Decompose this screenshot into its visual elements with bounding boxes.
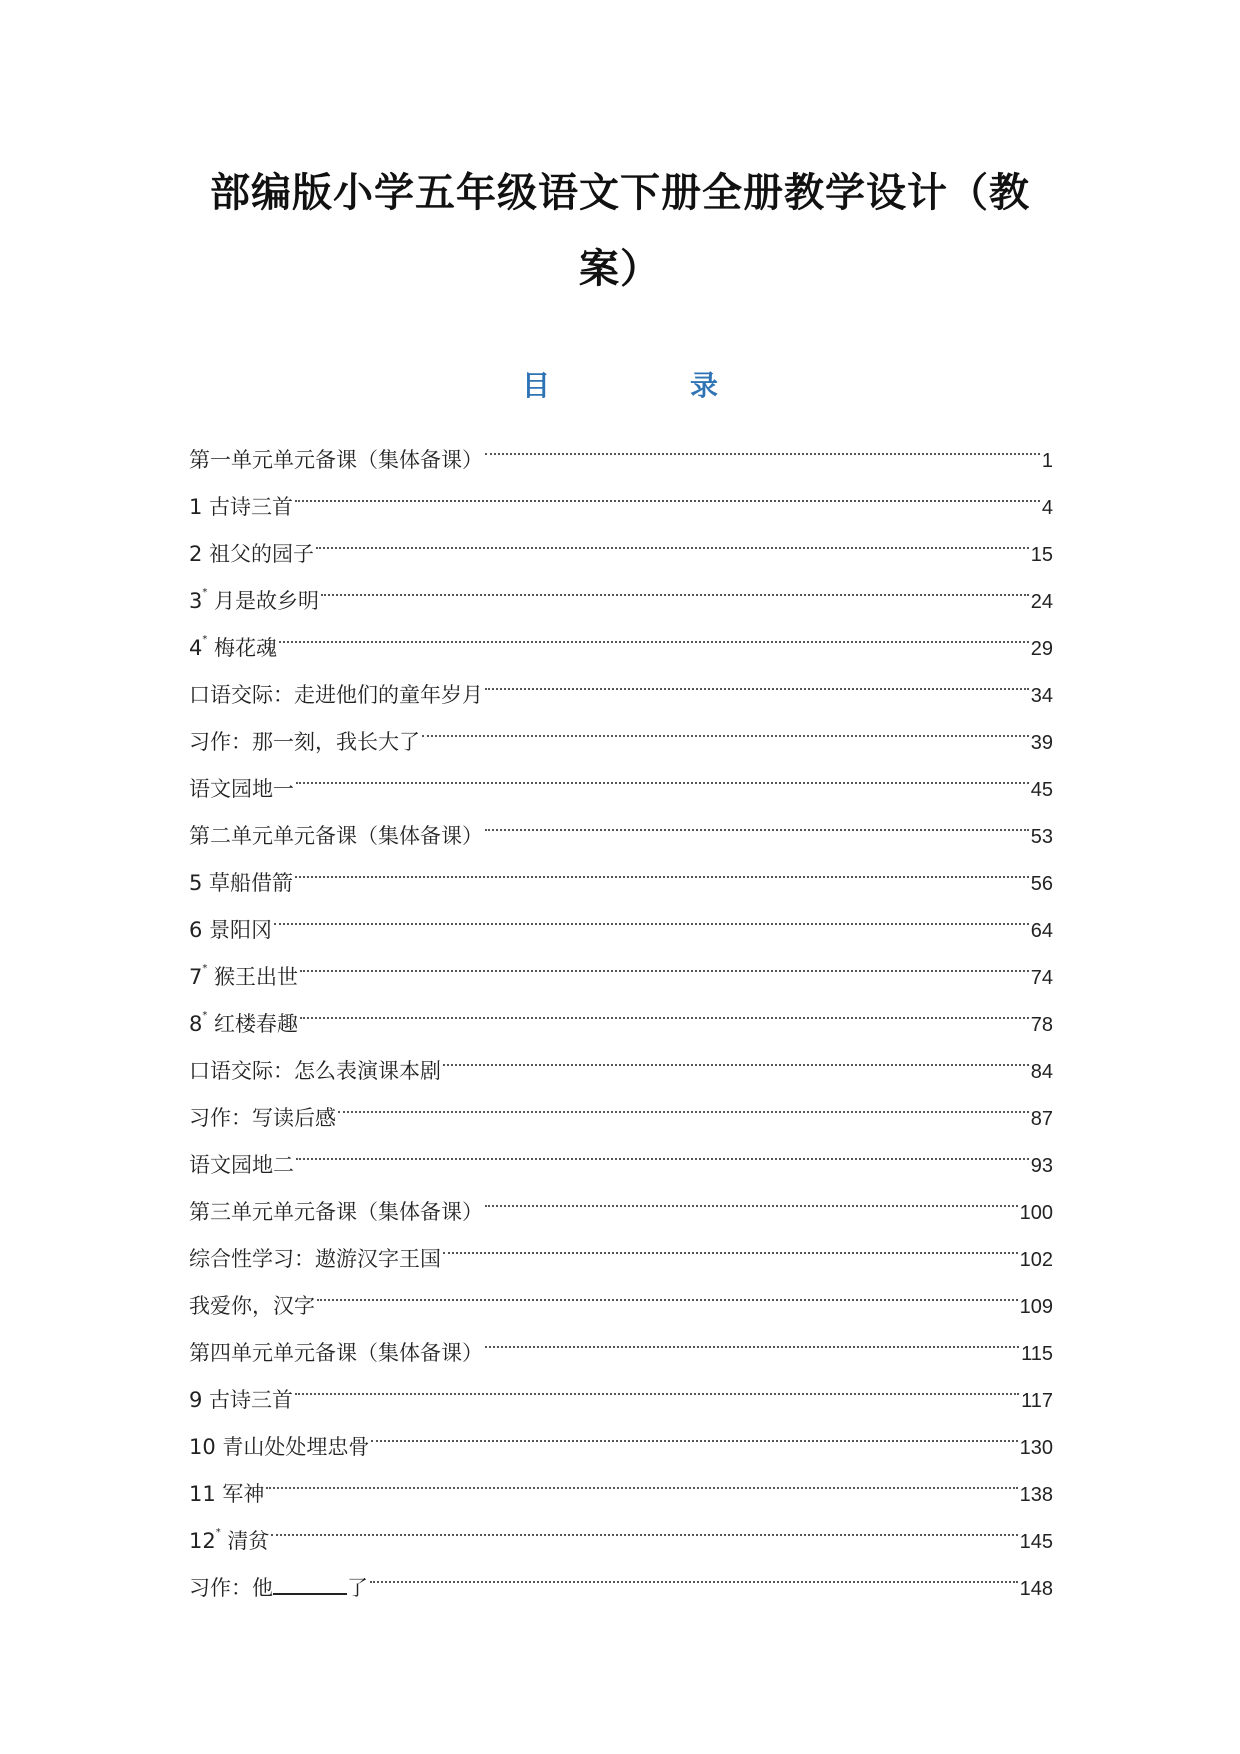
- dot-leader: [271, 1501, 1017, 1548]
- toc-entry-label: [189, 1377, 293, 1424]
- dot-leader: [295, 843, 1029, 890]
- toc-entry-title: 3: [189, 589, 203, 613]
- toc-entry-page-number: 29: [1030, 638, 1053, 660]
- toc-entry-title-rest: 清贫: [220, 1529, 270, 1553]
- dot-leader: [422, 702, 1029, 749]
- toc-entry-page-number: 15: [1030, 544, 1053, 566]
- optional-lesson-marker: *: [215, 1527, 221, 1538]
- optional-lesson-marker: *: [202, 587, 208, 598]
- dot-leader: [338, 1078, 1029, 1125]
- toc-entry-page-number: 138: [1019, 1484, 1053, 1506]
- toc-entry-label: [189, 954, 298, 1001]
- toc-entry-label: [189, 1142, 294, 1189]
- toc-entry-page-number: 148: [1019, 1578, 1053, 1600]
- toc-entry-label: [189, 484, 293, 531]
- toc-entry-title: 语文园地二: [189, 1153, 294, 1177]
- toc-entry[interactable]: [189, 796, 1053, 848]
- dot-leader: [300, 937, 1029, 984]
- toc-entry-page-number: 115: [1021, 1343, 1053, 1365]
- toc-entry[interactable]: [189, 514, 1053, 566]
- toc-entry-title-rest: 红楼春趣: [207, 1012, 299, 1036]
- dot-leader: [321, 561, 1029, 608]
- toc-entry-title-rest: 了: [347, 1576, 368, 1600]
- toc-entry-label: [189, 1471, 264, 1518]
- toc-entry-title: 第二单元单元备课（集体备课）: [189, 824, 483, 848]
- table-of-contents: [189, 420, 1053, 1600]
- toc-entry[interactable]: [189, 1548, 1053, 1600]
- toc-entry-title: 4: [189, 636, 203, 660]
- dot-leader: [443, 1031, 1029, 1078]
- toc-entry-page-number: 87: [1030, 1108, 1053, 1130]
- toc-entry[interactable]: [189, 843, 1053, 895]
- toc-entry-label: [189, 1189, 483, 1236]
- toc-entry-label: [189, 1518, 269, 1565]
- dot-leader: [485, 420, 1040, 467]
- dot-leader: [371, 1407, 1017, 1454]
- toc-entry-label: [189, 907, 272, 954]
- toc-entry-page-number: 109: [1019, 1296, 1053, 1318]
- optional-lesson-marker: *: [202, 963, 208, 974]
- toc-heading-char-1: 目: [521, 369, 550, 402]
- toc-entry-title: 语文园地一: [189, 777, 294, 801]
- toc-entry-page-number: 64: [1030, 920, 1053, 942]
- toc-entry-title: 我爱你，汉字: [189, 1294, 315, 1318]
- fill-in-blank: [273, 1573, 347, 1595]
- toc-entry-label: [189, 531, 314, 578]
- toc-heading: [190, 366, 1050, 406]
- toc-entry-title: 口语交际：怎么表演课本剧: [189, 1059, 441, 1083]
- toc-entry-title: 7: [189, 965, 203, 989]
- dot-leader: [296, 1125, 1029, 1172]
- dot-leader: [274, 890, 1029, 937]
- optional-lesson-marker: *: [202, 634, 208, 645]
- toc-entry[interactable]: [189, 561, 1053, 613]
- dot-leader: [485, 1313, 1019, 1360]
- toc-entry[interactable]: [189, 1172, 1053, 1224]
- toc-entry[interactable]: [189, 467, 1053, 519]
- toc-entry-label: [189, 766, 294, 813]
- toc-entry[interactable]: [189, 749, 1053, 801]
- toc-entry-page-number: 34: [1030, 685, 1053, 707]
- toc-entry[interactable]: [189, 984, 1053, 1036]
- toc-entry-page-number: 56: [1030, 873, 1053, 895]
- toc-entry-page-number: 84: [1030, 1061, 1053, 1083]
- toc-entry[interactable]: [189, 608, 1053, 660]
- dot-leader: [485, 796, 1029, 843]
- dot-leader: [370, 1548, 1018, 1595]
- toc-entry-page-number: 24: [1030, 591, 1053, 613]
- dot-leader: [300, 984, 1029, 1031]
- dot-leader: [485, 655, 1029, 702]
- toc-entry-title: 12: [189, 1529, 216, 1553]
- toc-entry-title-rest: 猴王出世: [207, 965, 299, 989]
- document-title: 部编版小学五年级语文下册全册教学设计（教案）: [210, 170, 1030, 292]
- toc-entry-page-number: 117: [1021, 1390, 1053, 1412]
- toc-entry-title: 习作：写读后感: [189, 1106, 336, 1130]
- toc-heading-char-2: 录: [690, 369, 719, 402]
- toc-entry-title: 口语交际：走进他们的童年岁月: [189, 683, 483, 707]
- toc-entry-title: 5 草船借箭: [189, 871, 294, 895]
- toc-entry-title: 2 祖父的园子: [189, 542, 315, 566]
- toc-entry[interactable]: [189, 1266, 1053, 1318]
- dot-leader: [279, 608, 1029, 655]
- toc-entry-title: 9 古诗三首: [189, 1388, 294, 1412]
- toc-entry[interactable]: [189, 1407, 1053, 1459]
- toc-entry[interactable]: [189, 1031, 1053, 1083]
- dot-leader: [266, 1454, 1017, 1501]
- toc-entry-page-number: 1: [1041, 450, 1053, 472]
- toc-entry[interactable]: [189, 890, 1053, 942]
- toc-entry-title: 第四单元单元备课（集体备课）: [189, 1341, 483, 1365]
- dot-leader: [296, 749, 1029, 796]
- dot-leader: [317, 1266, 1018, 1313]
- toc-entry[interactable]: [189, 420, 1053, 472]
- toc-entry[interactable]: [189, 937, 1053, 989]
- toc-entry-title: 10 青山处处埋忠骨: [189, 1435, 370, 1459]
- toc-entry-title: 1 古诗三首: [189, 495, 294, 519]
- toc-entry-page-number: 45: [1030, 779, 1053, 801]
- toc-entry-label: [189, 1001, 298, 1048]
- toc-entry-label: [189, 625, 277, 672]
- toc-entry-page-number: 78: [1030, 1014, 1053, 1036]
- toc-entry[interactable]: [189, 1313, 1053, 1365]
- toc-entry-title: 第一单元单元备课（集体备课）: [189, 448, 483, 472]
- dot-leader: [295, 467, 1040, 514]
- toc-entry-label: [189, 1565, 368, 1612]
- toc-entry[interactable]: [189, 1454, 1053, 1506]
- optional-lesson-marker: *: [202, 1010, 208, 1021]
- toc-entry-title: 6 景阳冈: [189, 918, 273, 942]
- toc-entry[interactable]: [189, 1125, 1053, 1177]
- toc-entry-title-rest: 月是故乡明: [207, 589, 320, 613]
- toc-entry-title: 第三单元单元备课（集体备课）: [189, 1200, 483, 1224]
- toc-entry-title-rest: 梅花魂: [207, 636, 278, 660]
- toc-entry[interactable]: [189, 1501, 1053, 1553]
- toc-entry[interactable]: [189, 655, 1053, 707]
- toc-entry-page-number: 93: [1030, 1155, 1053, 1177]
- toc-entry-page-number: 53: [1030, 826, 1053, 848]
- dot-leader: [485, 1172, 1018, 1219]
- toc-entry-title: 11 军神: [189, 1482, 265, 1506]
- toc-entry-label: [189, 1283, 315, 1330]
- toc-entry-title: 习作：他: [189, 1576, 273, 1600]
- toc-entry-title: 习作：那一刻，我长大了: [189, 730, 420, 754]
- toc-entry-page-number: 39: [1030, 732, 1053, 754]
- toc-entry-page-number: 4: [1041, 497, 1053, 519]
- toc-entry-page-number: 130: [1019, 1437, 1053, 1459]
- toc-entry-page-number: 102: [1019, 1249, 1053, 1271]
- toc-entry[interactable]: [189, 1360, 1053, 1412]
- dot-leader: [316, 514, 1029, 561]
- toc-entry-title: 8: [189, 1012, 203, 1036]
- dot-leader: [443, 1219, 1018, 1266]
- toc-entry-page-number: 100: [1019, 1202, 1053, 1224]
- toc-entry-title: 综合性学习：遨游汉字王国: [189, 1247, 441, 1271]
- toc-entry-page-number: 74: [1030, 967, 1053, 989]
- dot-leader: [295, 1360, 1019, 1407]
- toc-entry-page-number: 145: [1019, 1531, 1053, 1553]
